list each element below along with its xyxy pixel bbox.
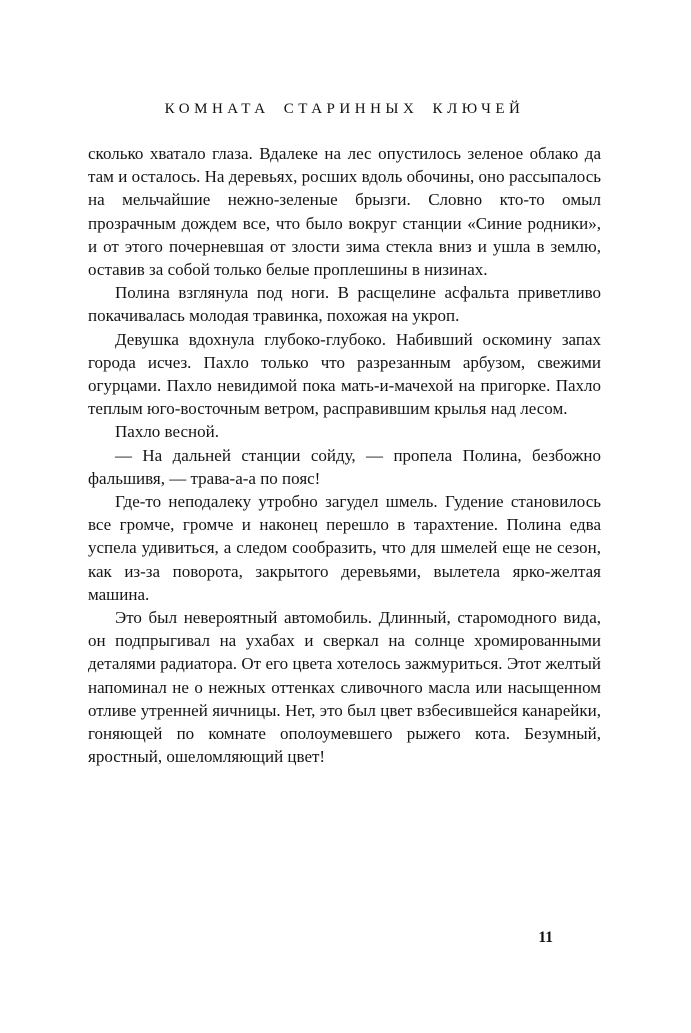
paragraph: сколько хватало глаза. Вдалеке на лес опустилось зеленое облако да там и осталось. На деревьях, росших вдоль обочины, оно рассыпалось на мельчайшие нежно-зеленые брызги. Словно кто-то омыл прозрачным дождем все, что было вокруг станции «Синие родники», и от этого почерневшая от злости зима стекла вниз и ушла в землю, оставив за собой только белые проплешины в низинах. bbox=[88, 144, 601, 280]
paragraph: Девушка вдохнула глубоко-глубоко. Набивший оскомину запах города исчез. Пахло только что разрезанным арбузом, свежими огурцами. Пахло невидимой пока мать-и-мачехой на пригорке. Пахло теплым юго-восточным ветром, расправившим крылья над лесом. bbox=[88, 329, 601, 419]
paragraph: — На дальней станции сойду, — пропела Полина, безбожно фальшивя, — трава-а-а по пояс! bbox=[88, 445, 601, 488]
running-head-title: КОМНАТА СТАРИННЫХ КЛЮЧЕЙ bbox=[164, 101, 525, 117]
paragraph: Это был невероятный автомобиль. Длинный, старомодного вида, он подпрыгивал на ухабах и сверкал на солнце хромированными деталями радиатора. От его цвета хотелось зажмуриться. Этот желтый напоминал не о нежных оттенках сливочного масла или насыщенном отливе утренней яичницы. Нет, это был цвет взбесившейся канарейки, гоняющей по комнате ополоумевшего рыжего кота. Безумный, яростный, ошеломляющий цвет! bbox=[88, 608, 601, 767]
paragraph: Пахло весной. bbox=[115, 422, 219, 442]
paragraph: Полина взглянула под ноги. В расщелине асфальта приветливо покачивалась молодая травинка, похожая на укроп. bbox=[88, 283, 601, 326]
page-body bbox=[88, 142, 601, 768]
page-number: 11 bbox=[538, 929, 553, 946]
paragraph: Где-то неподалеку утробно загудел шмель. Гудение становилось все громче, громче и наконец перешло в тарахтение. Полина едва успела удивиться, а следом сообразить, что для шмелей еще не сезон, как из-за поворота, закрытого деревьями, вылетела ярко-желтая машина. bbox=[88, 492, 601, 604]
